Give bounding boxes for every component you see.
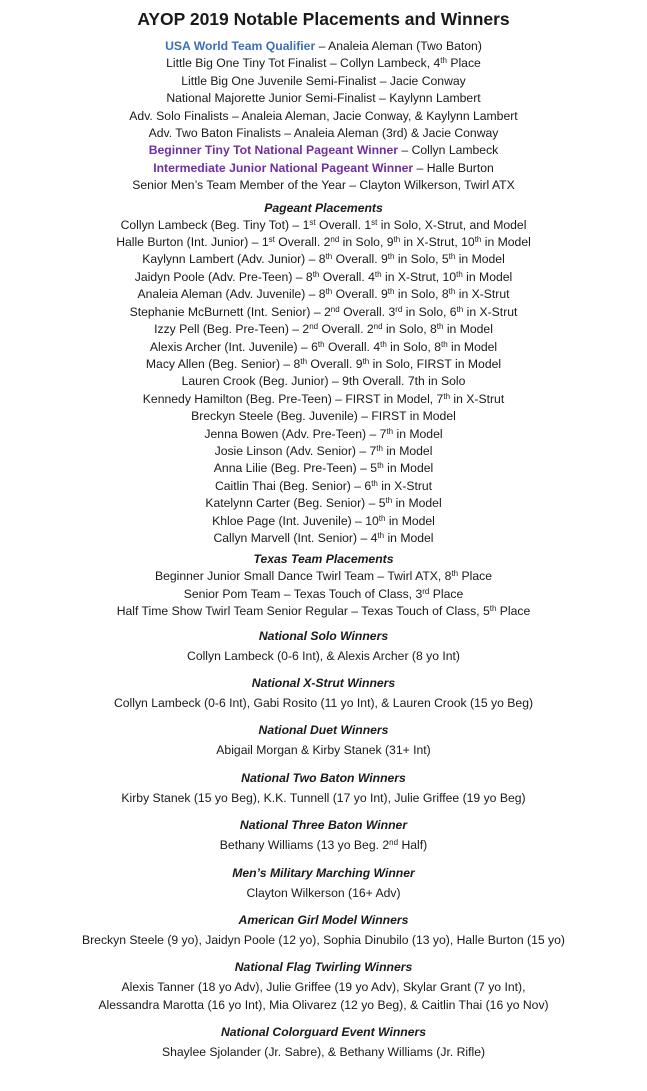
section-line: Clayton Wilkerson (16+ Adv): [246, 885, 401, 900]
section-heading: National Flag Twirling Winners: [234, 960, 413, 975]
section-line: Alexis Tanner (18 yo Adv), Julie Griffee (19 yo Adv), Skylar Grant (7 yo Int),: [121, 980, 526, 995]
pageant-line: Macy Allen (Beg. Senior) – 8th Overall. 9th in Solo, FIRST in Model: [145, 356, 502, 371]
texas-list: [0, 568, 647, 620]
section-line: Abigail Morgan & Kirby Stanek (31+ Int): [216, 743, 431, 758]
pageant-line: Stephanie McBurnett (Int. Senior) – 2nd Overall. 3rd in Solo, 6th in X-Strut: [129, 304, 518, 319]
texas-team-line: Half Time Show Twirl Team Senior Regular – Texas Touch of Class, 5th Place: [116, 604, 531, 619]
pageant-line: Caitlin Thai (Beg. Senior) – 6th in X-Strut: [214, 478, 433, 493]
pageant-line: Collyn Lambeck (Beg. Tiny Tot) – 1st Overall. 1st in Solo, X-Strut, and Model: [120, 217, 527, 232]
notables-list: [0, 38, 647, 195]
pageant-line: Katelynn Carter (Beg. Senior) – 5th in Model: [205, 496, 442, 511]
notable-line: Intermediate Junior National Pageant Winner – Halle Burton: [153, 160, 494, 175]
section-heading: Men’s Military Marching Winner: [232, 865, 415, 880]
pageant-line: Anna Lilie (Beg. Pre-Teen) – 5th in Model: [213, 461, 434, 476]
notable-line: Little Big One Tiny Tot Finalist – Collyn Lambeck, 4th Place: [166, 56, 481, 71]
texas-team-line: Senior Pom Team – Texas Touch of Class, 3rd Place: [183, 586, 464, 601]
section-heading: National Two Baton Winners: [241, 770, 406, 785]
document-title: AYOP 2019 Notable Placements and Winners: [137, 9, 510, 29]
section-heading: National X-Strut Winners: [251, 676, 396, 690]
notable-line: Beginner Tiny Tot National Pageant Winner – Collyn Lambeck: [148, 143, 499, 158]
texas-team-line: Beginner Junior Small Dance Twirl Team – Twirl ATX, 8th Place: [154, 569, 492, 584]
section-heading: National Colorguard Event Winners: [220, 1025, 427, 1040]
pageant-line: Lauren Crook (Beg. Junior) – 9th Overall. 7th in Solo: [181, 374, 466, 389]
winner-sections: [0, 628, 647, 1062]
notable-line: Adv. Two Baton Finalists – Analeia Aleman (3rd) & Jacie Conway: [148, 126, 499, 141]
pageant-line: Kennedy Hamilton (Beg. Pre-Teen) – FIRST in Model, 7th in X-Strut: [142, 391, 505, 406]
section-line: Breckyn Steele (9 yo), Jaidyn Poole (12 yo), Sophia Dinubilo (13 yo), Halle Burton (15 yo): [81, 933, 565, 948]
notable-line: Adv. Solo Finalists – Analeia Aleman, Jacie Conway, & Kaylynn Lambert: [129, 108, 518, 123]
texas-heading: Texas Team Placements: [253, 552, 394, 567]
section-heading: American Girl Model Winners: [238, 913, 409, 928]
notable-line: Senior Men’s Team Member of the Year – Clayton Wilkerson, Twirl ATX: [132, 178, 515, 193]
section-heading: National Duet Winners: [258, 723, 389, 738]
pageant-line: Analeia Aleman (Adv. Juvenile) – 8th Overall. 9th in Solo, 8th in X-Strut: [137, 287, 510, 302]
pageant-line: Callyn Marvell (Int. Senior) – 4th in Model: [213, 530, 434, 545]
pageant-line: Halle Burton (Int. Junior) – 1st Overall. 2nd in Solo, 9th in X-Strut, 10th in Model: [116, 235, 531, 250]
pageant-line: Jaidyn Poole (Adv. Pre-Teen) – 8th Overall. 4th in X-Strut, 10th in Model: [134, 269, 513, 284]
pageant-line: Alexis Archer (Int. Juvenile) – 6th Overall. 4th in Solo, 8th in Model: [149, 339, 498, 354]
notable-line: National Majorette Junior Semi-Finalist – Kaylynn Lambert: [166, 91, 481, 106]
pageant-line: Khloe Page (Int. Juvenile) – 10th in Model: [212, 513, 435, 528]
notable-line: USA World Team Qualifier – Analeia Aleman (Two Baton): [165, 39, 482, 53]
notable-line: Little Big One Juvenile Semi-Finalist – Jacie Conway: [181, 73, 466, 88]
section-line: Collyn Lambeck (0-6 Int), Gabi Rosito (11 yo Int), & Lauren Crook (15 yo Beg): [113, 696, 534, 710]
section-heading: National Solo Winners: [258, 628, 389, 643]
pageant-line: Josie Linson (Adv. Senior) – 7th in Model: [214, 443, 433, 458]
pageant-list: [0, 217, 647, 548]
section-line: Kirby Stanek (15 yo Beg), K.K. Tunnell (17 yo Int), Julie Griffee (19 yo Beg): [121, 790, 526, 805]
section-line: Bethany Williams (13 yo Beg. 2nd Half): [219, 838, 428, 853]
section-line: Shaylee Sjolander (Jr. Sabre), & Bethany Williams (Jr. Rifle): [161, 1045, 486, 1060]
pageant-line: Kaylynn Lambert (Adv. Junior) – 8th Overall. 9th in Solo, 5th in Model: [142, 252, 505, 267]
pageant-heading: Pageant Placements: [264, 200, 383, 215]
pageant-line: Jenna Bowen (Adv. Pre-Teen) – 7th in Model: [204, 426, 443, 441]
pageant-line: Breckyn Steele (Beg. Juvenile) – FIRST in Model: [191, 409, 456, 424]
section-line: Alessandra Marotta (16 yo Int), Mia Olivarez (12 yo Beg), & Caitlin Thai (16 yo Nov): [98, 997, 549, 1012]
section-heading: National Three Baton Winner: [239, 818, 408, 833]
pageant-line: Izzy Pell (Beg. Pre-Teen) – 2nd Overall. 2nd in Solo, 8th in Model: [154, 322, 493, 337]
section-line: Collyn Lambeck (0-6 Int), & Alexis Archer (8 yo Int): [187, 648, 460, 663]
